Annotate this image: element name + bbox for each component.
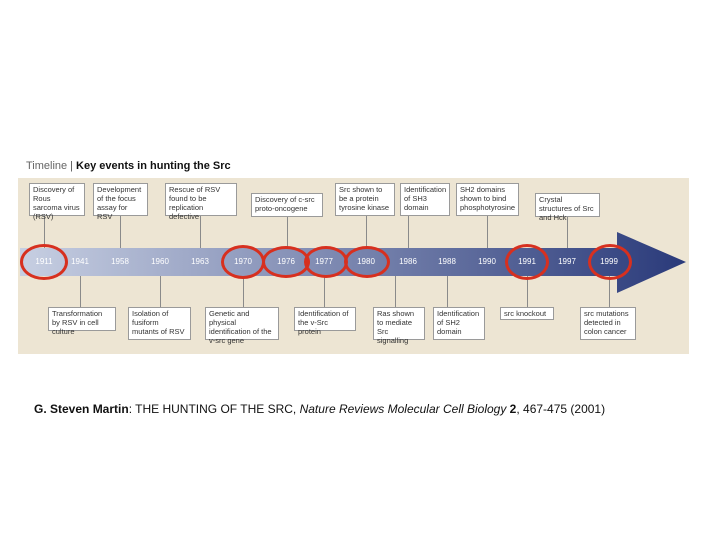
year-label: 1988 <box>438 257 456 266</box>
highlight-circle <box>304 246 348 278</box>
event-box-below: src knockout <box>500 307 554 320</box>
connector-tick <box>609 276 610 307</box>
connector-tick <box>80 276 81 307</box>
header-separator: | <box>70 160 74 172</box>
connector-tick <box>160 276 161 307</box>
event-box-above: Discovery of c-src proto-oncogene <box>251 193 323 217</box>
year-label: 1990 <box>478 257 496 266</box>
event-box-above: Crystal structures of Src and Hck <box>535 193 600 217</box>
connector-tick <box>200 216 201 248</box>
event-box-below: Transformation by RSV in cell culture <box>48 307 116 331</box>
year-label: 1997 <box>558 257 576 266</box>
connector-tick <box>324 276 325 307</box>
year-label: 1970 <box>234 257 252 266</box>
connector-tick <box>487 216 488 248</box>
event-box-below: Isolation of fusiform mutants of RSV <box>128 307 191 340</box>
event-box-above: Discovery of Rous sarcoma virus (RSV) <box>29 183 85 216</box>
connector-tick <box>120 216 121 248</box>
event-box-above: Identification of SH3 domain <box>400 183 450 216</box>
year-label: 1963 <box>191 257 209 266</box>
year-label: 1999 <box>600 257 618 266</box>
connector-tick <box>395 276 396 307</box>
header-prefix: Timeline <box>26 160 68 172</box>
citation <box>34 402 605 416</box>
event-box-below: Ras shown to mediate Src signalling <box>373 307 425 340</box>
connector-tick <box>243 276 244 307</box>
year-label: 1976 <box>277 257 295 266</box>
connector-tick <box>567 217 568 248</box>
year-label: 1941 <box>71 257 89 266</box>
year-label: 1986 <box>399 257 417 266</box>
year-label: 1977 <box>315 257 333 266</box>
highlight-circle <box>505 244 549 280</box>
citation-title: : THE HUNTING OF THE SRC, <box>128 402 300 416</box>
connector-tick <box>527 276 528 307</box>
highlight-circle <box>344 246 390 278</box>
event-box-above: SH2 domains shown to bind phosphotyrosine <box>456 183 519 216</box>
connector-tick <box>366 216 367 248</box>
connector-tick <box>447 276 448 307</box>
highlight-circle <box>262 246 310 278</box>
year-label: 1991 <box>518 257 536 266</box>
header-title: Key events in hunting the Src <box>76 160 231 172</box>
citation-volume: 2 <box>506 402 517 416</box>
event-box-above: Src shown to be a protein tyrosine kinase <box>335 183 395 216</box>
year-label: 1958 <box>111 257 129 266</box>
connector-tick <box>287 217 288 248</box>
event-box-above: Development of the focus assay for RSV <box>93 183 148 216</box>
event-box-above: Rescue of RSV found to be replication defective <box>165 183 237 216</box>
citation-journal: Nature Reviews Molecular Cell Biology <box>299 402 507 416</box>
highlight-circle <box>588 244 632 280</box>
event-box-below: Identification of the v-Src protein <box>294 307 356 331</box>
highlight-circle <box>221 245 265 279</box>
citation-author: G. Steven Martin <box>34 402 129 416</box>
year-label: 1960 <box>151 257 169 266</box>
connector-tick <box>408 216 409 248</box>
citation-rest: , 467-475 (2001) <box>516 402 606 416</box>
year-label: 1980 <box>357 257 375 266</box>
event-box-below: src mutations detected in colon cancer <box>580 307 636 340</box>
highlight-circle <box>20 244 68 280</box>
event-box-below: Genetic and physical identification of the v-src gene <box>205 307 279 340</box>
year-label: 1911 <box>35 257 53 266</box>
event-box-below: Identification of SH2 domain <box>433 307 485 340</box>
